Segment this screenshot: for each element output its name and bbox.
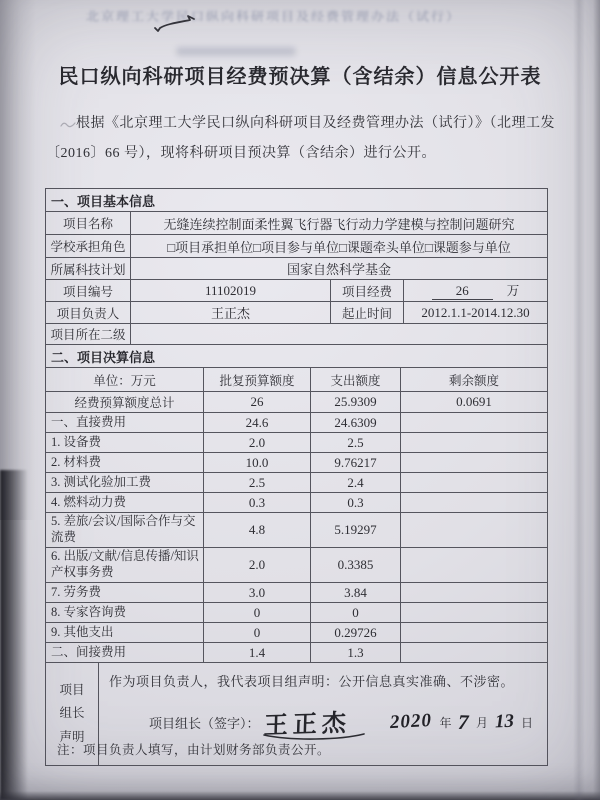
- spent-cell: 0.29726: [311, 623, 401, 643]
- month-suffix: 月: [475, 715, 488, 730]
- declaration-label-line: 组长: [59, 706, 85, 721]
- remaining-cell: [401, 623, 548, 643]
- spent-cell: 1.3: [311, 643, 401, 663]
- finance-row: [46, 548, 548, 583]
- finance-row: [46, 603, 548, 623]
- school-role-checkboxes: □项目承担单位□项目参与单位□课题牵头单位□课题参与单位: [131, 235, 548, 258]
- pencil-mark: [60, 120, 76, 130]
- remaining-cell: [401, 453, 548, 473]
- basic-info-table: [45, 188, 548, 345]
- budget-cell: 0.3: [204, 493, 311, 513]
- spent-cell: 2.4: [311, 473, 401, 493]
- date-group: [390, 710, 533, 735]
- pen-dash-mark: [152, 13, 198, 33]
- pi-label: 项目负责人: [46, 302, 131, 324]
- finance-row: [46, 493, 548, 513]
- finance-row: [46, 453, 548, 473]
- paper-crease: [573, 0, 585, 800]
- remaining-cell: [401, 413, 548, 433]
- finance-row: [46, 583, 548, 603]
- remaining-cell: [401, 493, 548, 513]
- funding-amount: 26: [432, 283, 493, 300]
- remaining-cell: [401, 433, 548, 453]
- spent-cell: 2.5: [311, 433, 401, 453]
- project-name-label: 项目名称: [46, 212, 131, 235]
- budget-cell: 24.6: [204, 413, 311, 433]
- bleedthrough-text: 北京理工大学民口纵向科研项目及经费管理办法（试行）: [86, 9, 462, 24]
- funding-value-cell: [404, 280, 548, 302]
- budget-cell: 3.0: [204, 583, 311, 603]
- page-title: 民口纵向科研项目经费预决算（含结余）信息公开表: [58, 66, 542, 88]
- duration-value: 2012.1.1-2014.12.30: [404, 302, 548, 324]
- spent-cell: 9.76217: [311, 453, 401, 473]
- intro-line-1: 根据《北京理工大学民口纵向科研项目及经费管理办法（试行）》（北理工发: [76, 116, 555, 131]
- pi-value: 王正杰: [131, 302, 331, 324]
- budget-cell: 2.0: [204, 548, 311, 583]
- declaration-label-line: 项目: [59, 683, 85, 698]
- handwritten-year: 2020: [389, 709, 433, 734]
- school-role-label: 学校承担角色: [46, 235, 131, 258]
- year-suffix: 年: [439, 715, 452, 730]
- finance-item-cell: 6. 出版/文献/信息传播/知识产权事务费: [46, 548, 204, 583]
- form-table: [45, 188, 547, 766]
- department-value: [131, 324, 548, 345]
- day-suffix: 日: [520, 715, 533, 730]
- remaining-cell: [401, 548, 548, 583]
- budget-cell: 1.4: [204, 643, 311, 663]
- basic-info-section-title: 一、项目基本信息: [46, 189, 548, 212]
- program-value: 国家自然科学基金: [131, 258, 548, 280]
- budget-cell: 2.5: [204, 473, 311, 493]
- spent-cell: 25.9309: [311, 392, 401, 413]
- spent-cell: 3.84: [311, 583, 401, 603]
- budget-cell: 26: [204, 392, 311, 413]
- handwritten-signature: 王正杰: [262, 710, 351, 740]
- handwritten-day: 13: [494, 710, 515, 733]
- col-header-spent: 支出额度: [311, 368, 401, 392]
- finance-item-cell: 8. 专家咨询费: [46, 603, 204, 623]
- budget-cell: 0: [204, 603, 311, 623]
- finance-item-cell: 经费预算额度总计: [46, 392, 204, 413]
- signature-wrap: [262, 704, 357, 740]
- duration-label: 起止时间: [331, 302, 404, 324]
- finance-item-cell: 1. 设备费: [46, 433, 204, 453]
- funding-unit: 万: [506, 284, 520, 298]
- project-no-label: 项目编号: [46, 280, 131, 302]
- spent-cell: 24.6309: [311, 413, 401, 433]
- col-header-remaining: 剩余额度: [401, 368, 548, 392]
- project-name-value: 无缝连续控制面柔性翼飞行器飞行动力学建模与控制问题研究: [131, 212, 548, 235]
- budget-cell: 2.0: [204, 433, 311, 453]
- remaining-cell: [401, 583, 548, 603]
- finance-row: [46, 413, 548, 433]
- funding-label: 项目经费: [331, 280, 404, 302]
- finance-item-cell: 4. 燃料动力费: [46, 493, 204, 513]
- budget-cell: 4.8: [204, 513, 311, 548]
- program-label: 所属科技计划: [46, 258, 131, 280]
- declaration-label-line: 声明: [59, 729, 85, 744]
- remaining-cell: [401, 603, 548, 623]
- project-no-value: 11102019: [131, 280, 331, 302]
- finance-item-cell: 一、直接费用: [46, 413, 204, 433]
- remaining-cell: [401, 473, 548, 493]
- finance-item-cell: 9. 其他支出: [46, 623, 204, 643]
- finance-row: [46, 623, 548, 643]
- department-label: 项目所在二级: [46, 324, 131, 345]
- signature-line: [109, 704, 539, 740]
- settlement-section-title: 二、项目决算信息: [46, 345, 548, 368]
- spent-cell: 0.3385: [311, 548, 401, 583]
- budget-cell: 0: [204, 623, 311, 643]
- finance-row: [46, 513, 548, 548]
- paper-left-edge-shadow: [0, 470, 28, 800]
- remaining-cell: [401, 513, 548, 548]
- remaining-cell: 0.0691: [401, 392, 548, 413]
- col-header-unit: 单位：万元: [46, 368, 204, 392]
- spent-cell: 0: [311, 603, 401, 623]
- intro-line-2: 〔2016〕66 号），现将科研项目预决算（含结余）进行公开。: [46, 146, 436, 161]
- finance-row: [46, 473, 548, 493]
- finance-row: [46, 433, 548, 453]
- footnote: 注：项目负责人填写，由计划财务部负责公开。: [57, 743, 331, 757]
- settlement-table: [45, 344, 548, 663]
- finance-item-cell: 2. 材料费: [46, 453, 204, 473]
- paper-right-edge: [593, 0, 600, 800]
- finance-item-cell: 5. 差旅/会议/国际合作与交流费: [46, 513, 204, 548]
- paper-bottom-edge: [0, 791, 600, 800]
- spent-cell: 5.19297: [311, 513, 401, 548]
- col-header-budget: 批复预算额度: [204, 368, 311, 392]
- finance-row-total: [46, 392, 548, 413]
- remaining-cell: [401, 643, 548, 663]
- finance-item-cell: 二、间接费用: [46, 643, 204, 663]
- paper-left-edge: [0, 0, 36, 520]
- finance-item-cell: 3. 测试化验加工费: [46, 473, 204, 493]
- finance-item-cell: 7. 劳务费: [46, 583, 204, 603]
- handwritten-month: 7: [458, 709, 470, 734]
- declaration-statement: 作为项目负责人，我代表项目组声明：公开信息真实准确、不涉密。: [109, 674, 515, 689]
- sign-label: 项目组长（签字）：: [149, 715, 260, 731]
- finance-row: [46, 643, 548, 663]
- bleedthrough-smudge: [176, 47, 296, 56]
- budget-cell: 10.0: [204, 453, 311, 473]
- spent-cell: 0.3: [311, 493, 401, 513]
